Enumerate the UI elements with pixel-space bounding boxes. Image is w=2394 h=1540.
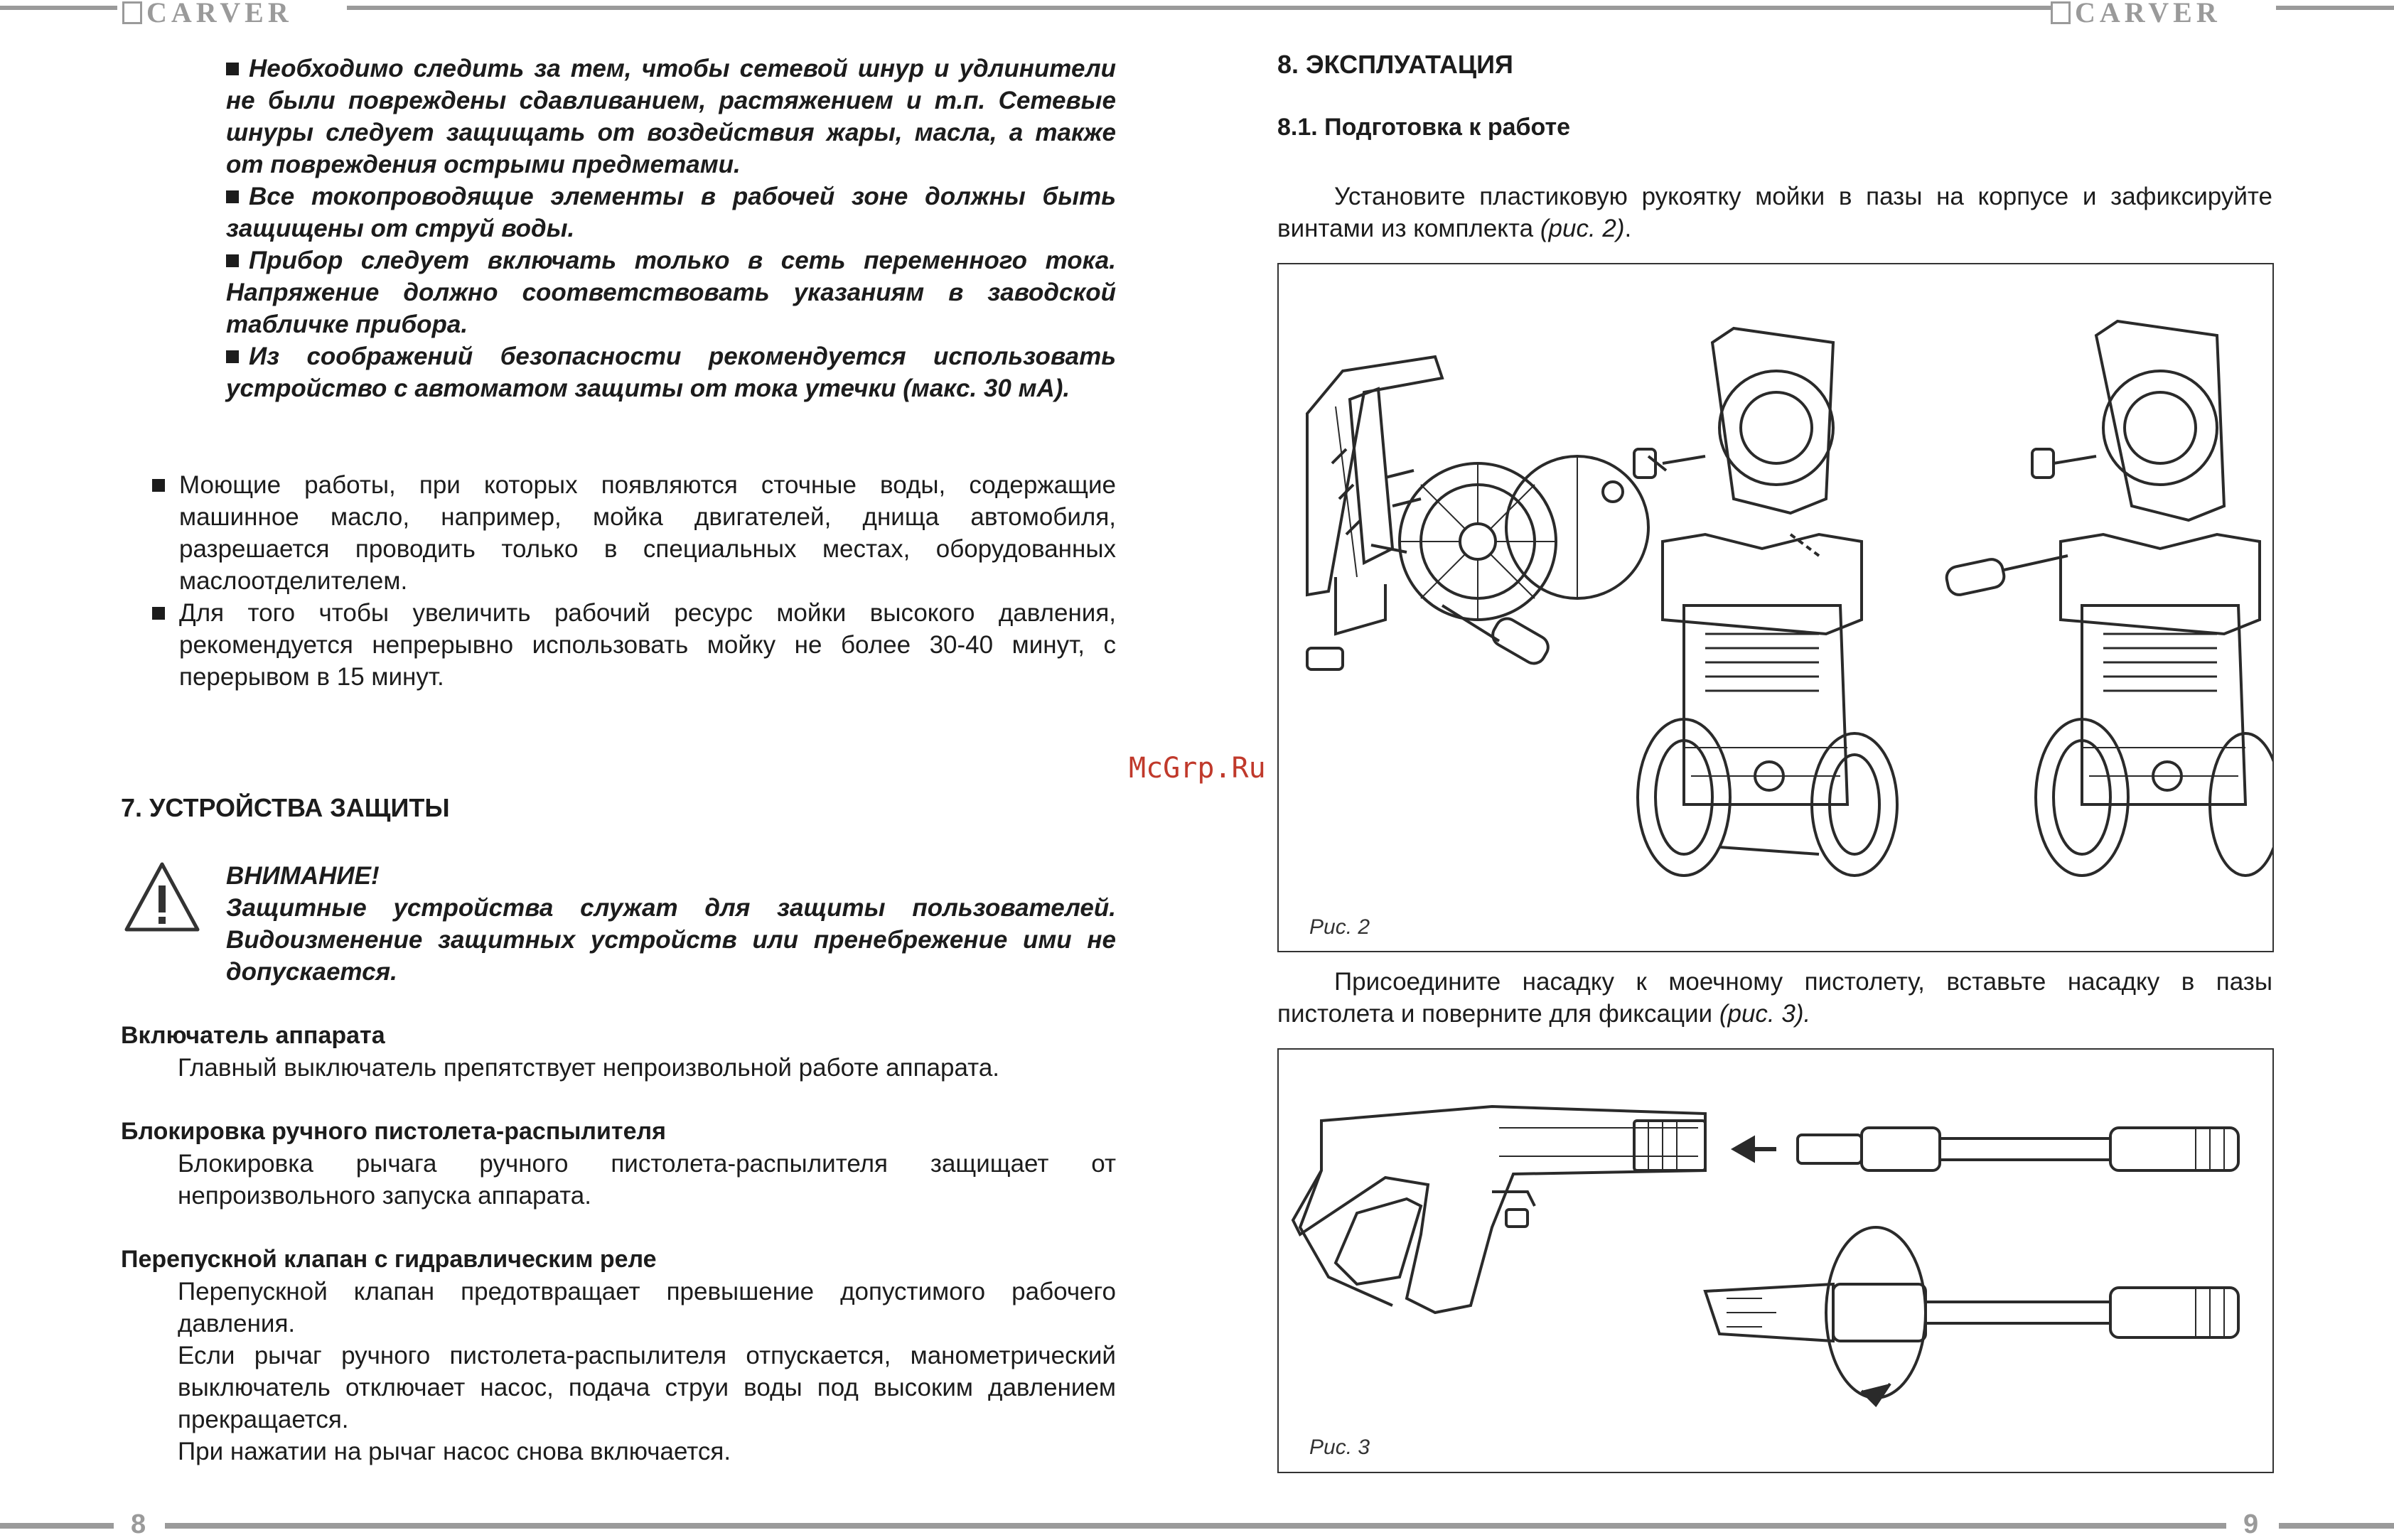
sub-title-bypass-valve: Перепускной клапан с гидравлическим реле	[121, 1246, 657, 1273]
sub-text-bypass-1: Перепускной клапан предотвращает превышение допустимого рабочего давления.	[178, 1278, 1116, 1337]
sub-title-switch: Включатель аппарата	[121, 1022, 385, 1049]
figure-3-box	[1277, 1048, 2274, 1473]
footer-rule-left	[0, 1523, 114, 1529]
square-bullet-icon	[152, 607, 165, 620]
section-7-title: 7. УСТРОЙСТВА ЗАЩИТЫ	[121, 793, 450, 822]
warning-title: ВНИМАНИЕ!	[226, 862, 380, 890]
header-rule-left	[0, 6, 117, 10]
bold-bullet-item: Из соображений безопасности рекомендуется использовать устройство с автоматом защиты от тока утечки (макс. 30 мА).	[226, 343, 1116, 402]
bold-bullet-item: Необходимо следить за тем, чтобы сетевой шнур и удлинители не были повреждены сдавливанием, растяжением и т.п. Сетевые шнуры следует защищать от воздействия жары, масла, а также от повреждения острыми предметами.	[226, 55, 1116, 178]
brand-logo-left: CARVER	[122, 0, 293, 29]
left-bold-bullets	[226, 53, 1116, 404]
paragraph-handle: Установите пластиковую рукоятку мойки в пазы на корпусе и зафиксируйте винтами из комплекта (рис. 2).	[1277, 183, 2272, 242]
figure-ref-2: (рис. 2)	[1540, 215, 1625, 242]
warning-triangle-icon	[122, 860, 202, 934]
footer-rule-middle	[165, 1523, 2226, 1529]
bold-bullet-item: Все токопроводящие элементы в рабочей зоне должны быть защищены от струй воды.	[226, 183, 1116, 242]
brand-mark-icon	[122, 1, 142, 24]
page-number-right: 9	[2243, 1509, 2259, 1539]
paragraph-nozzle: Присоедините насадку к моечному пистолету, вставьте насадку в пазы пистолета и поверните для фиксации (рис. 3).	[1277, 968, 2272, 1028]
figure-2-assembly-illustration	[1279, 264, 2272, 951]
sub-text-switch: Главный выключатель препятствует непроизвольной работе аппарата.	[178, 1054, 1000, 1082]
square-bullet-icon	[226, 254, 239, 267]
brand-logo-right: CARVER	[2051, 0, 2221, 29]
sub-text-bypass-3: При нажатии на рычаг насос снова включается.	[178, 1438, 731, 1465]
warning-block	[226, 860, 1116, 988]
square-bullet-icon	[226, 350, 239, 363]
brand-mark-icon	[2051, 1, 2071, 24]
section-8-title: 8. ЭКСПЛУАТАЦИЯ	[1277, 50, 1513, 79]
bullet-item: Для того чтобы увеличить рабочий ресурс мойки высокого давления, рекомендуется непрерывно использовать мойку не более 30-40 минут, с перерывом в 15 минут.	[152, 597, 1116, 693]
header-rule-middle	[347, 6, 2053, 10]
footer-rule-right	[2279, 1523, 2394, 1529]
sub-text-gun-lock: Блокировка рычага ручного пистолета-распылителя защищает от непроизвольного запуска аппарата.	[178, 1150, 1116, 1210]
bullet-item: Моющие работы, при которых появляются сточные воды, содержащие машинное масло, например, мойка двигателей, днища автомобиля, разрешается проводить только в специальных местах, оборудованных маслоотделителем.	[152, 469, 1116, 597]
left-bullets	[152, 469, 1116, 693]
section-8-1-title: 8.1. Подготовка к работе	[1277, 114, 1571, 141]
figure-ref-3: (рис. 3).	[1719, 1000, 1811, 1028]
header-rule-right	[2276, 6, 2394, 10]
protection-devices	[121, 1020, 1116, 1468]
figure-3-caption: Рис. 3	[1309, 1436, 1370, 1459]
sub-title-gun-lock: Блокировка ручного пистолета-распылителя	[121, 1118, 666, 1145]
figure-2-box	[1277, 263, 2274, 952]
page-number-left: 8	[131, 1509, 146, 1539]
watermark: McGrp.Ru	[1129, 752, 1266, 785]
square-bullet-icon	[226, 63, 239, 75]
warning-text: Защитные устройства служат для защиты пользователей. Видоизменение защитных устройств или пренебрежение ими не допускается.	[226, 894, 1116, 986]
figure-2-caption: Рис. 2	[1309, 915, 1370, 939]
sub-text-bypass-2: Если рычаг ручного пистолета-распылителя отпускается, манометрический выключатель отключает насос, подача струи воды под высоким давлением прекращается.	[178, 1342, 1116, 1433]
square-bullet-icon	[226, 190, 239, 203]
square-bullet-icon	[152, 479, 165, 492]
figure-3-spray-gun-illustration	[1279, 1050, 2272, 1472]
bold-bullet-item: Прибор следует включать только в сеть переменного тока. Напряжение должно соответствовать указаниям в заводской табличке прибора.	[226, 247, 1116, 338]
